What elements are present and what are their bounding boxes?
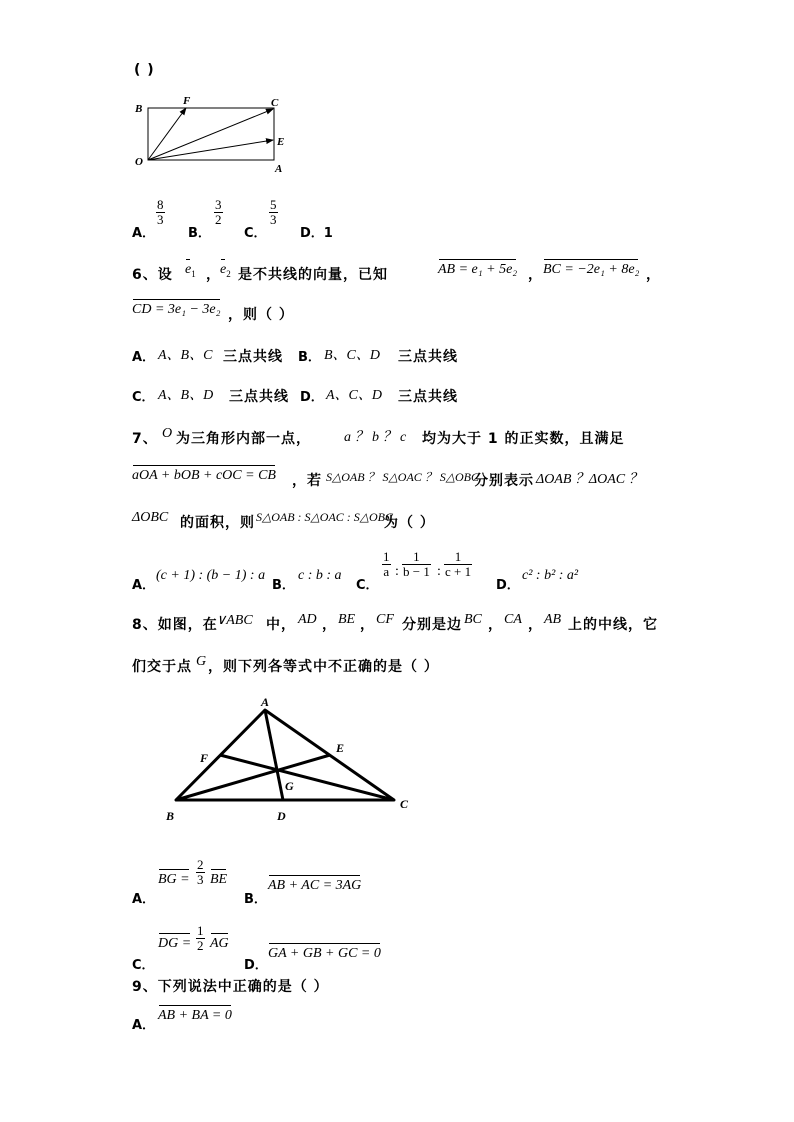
q5-option-d: D．1 — [300, 226, 333, 241]
q6-then: ，则（ ） — [228, 307, 294, 323]
q6-option-b-text: 三点共线 — [398, 349, 458, 365]
q8-text2: 分别是边 — [402, 617, 462, 633]
q7-option-b-label: B． — [272, 578, 295, 593]
q7-triangle-obc: ΔOBC — [132, 510, 169, 525]
figure-triangle-medians — [160, 696, 420, 828]
q6-vector-bc: BC = −2e₁ + 8e₂ — [543, 262, 640, 277]
q8-ca: CA — [504, 612, 522, 627]
median-ad — [265, 710, 283, 800]
q5-option-b-fraction: $\frac{3}{2}$ — [215, 197, 222, 227]
q6-options-ab — [132, 344, 532, 366]
q8-number: 8、如图，在 — [132, 617, 218, 633]
q8-option-c-right: AG — [210, 936, 229, 951]
q8-line1: 8、如图，在 ∨ABC 中， AD ， BE ， CF 分别是边 BC ， CA ， AB 上的中线，它 — [132, 612, 658, 633]
q7-number: 7、 — [132, 431, 158, 447]
blank-paren: ( ) — [134, 62, 155, 78]
q8-point-g: G — [196, 654, 207, 669]
q7-triangles: ΔOAB ？ΔOAC ？ — [536, 472, 643, 487]
q8-options-cd — [132, 923, 472, 973]
q5-option-c-label: C． — [244, 226, 267, 241]
q6-options-cd — [132, 384, 532, 406]
q6-option-a-points: A、B、C — [158, 348, 213, 363]
q6-line1: 6、设 $e_1$ ， $e_2$ 是不共线的向量，已知 AB = e₁ + 5e₂ ， BC = −2e₁ + 8e₂ ， — [132, 262, 661, 283]
q6-vector-ab: AB = e₁ + 5e₂ — [438, 262, 518, 277]
q7-text6: 为（ ） — [384, 515, 435, 531]
q7-option-c-label: C． — [356, 578, 379, 593]
q7-text2: 均为大于 1 的正实数，且满足 — [422, 431, 625, 447]
q8-text4: 们交于点 — [132, 659, 192, 675]
q8-option-d: GA + GB + GC = 0 — [268, 946, 381, 961]
q8-option-a-fraction: $\frac{2}{3}$ — [197, 857, 204, 887]
q6-option-d-points: A、C、D — [326, 388, 382, 403]
label-b: B — [135, 103, 143, 115]
q8-options-ab — [132, 857, 472, 907]
q7-option-c-frac3: $\frac{1}{c + 1}$ — [445, 549, 472, 579]
vector-oe — [148, 140, 273, 160]
q8-option-b: AB + AC = 3AG — [268, 878, 362, 893]
label-g: G — [285, 779, 294, 793]
q7-line1 — [132, 426, 672, 448]
label-o: O — [135, 156, 143, 168]
q7-options: A． (c + 1) : (b − 1) : a B． c : b : a C． $\frac{1}{a}$ : $\frac{1}{b - 1}$ : $\frac{1}{c + 1}$ D． c² : b² : a² — [132, 549, 579, 593]
q9-question: 9、下列说法中正确的是（ ） — [132, 979, 329, 995]
q8-option-a-left: BG = — [158, 872, 190, 887]
q8-option-d-label: D． — [244, 958, 268, 973]
label-e: E — [336, 741, 345, 755]
label-c: C — [400, 797, 409, 811]
q7-option-c-frac1: $\frac{1}{a}$ — [383, 549, 390, 579]
q8-ad: AD — [298, 612, 317, 627]
q8-text3: 上的中线，它 — [568, 617, 658, 633]
q5-option-a-fraction: $\frac{8}{3}$ — [157, 197, 164, 227]
q6-number: 6、设 — [132, 267, 173, 283]
q7-option-c-frac2: $\frac{1}{b - 1}$ — [403, 549, 430, 579]
q8-option-c-label: C． — [132, 958, 155, 973]
q8-option-a-right: BE — [210, 872, 228, 887]
q6-line2 — [132, 302, 432, 324]
q7-option-a-label: A． — [132, 578, 156, 593]
q6-option-a-text: 三点共线 — [223, 349, 283, 365]
q8-text5: ，则下列各等式中不正确的是（ ） — [208, 659, 439, 675]
q7-text1: 为三角形内部一点， — [176, 431, 311, 447]
label-d: D — [277, 809, 286, 823]
q6-option-c-label: C． — [132, 390, 155, 405]
q7-text3: ，若 — [292, 473, 322, 489]
q8-option-b-label: B． — [244, 892, 267, 907]
q5-option-c-fraction: $\frac{5}{3}$ — [270, 197, 277, 227]
q6-vector-cd: CD = 3e₁ − 3e₂ — [132, 302, 221, 317]
label-b: B — [166, 809, 175, 823]
q6-option-c-text: 三点共线 — [229, 389, 289, 405]
label-a: A — [261, 696, 270, 709]
q7-text4: 分别表示 — [474, 473, 534, 489]
q6-option-b-label: B． — [298, 350, 321, 365]
q8-ab: AB — [544, 612, 562, 627]
q8-be: BE — [338, 612, 356, 627]
q7-option-d-label: D． — [496, 578, 520, 593]
q5-option-b-label: B． — [188, 226, 211, 241]
figure-rectangle-vectors — [130, 92, 300, 176]
q9-option-a-label: A． — [132, 1018, 156, 1033]
q7-line3 — [132, 510, 532, 532]
q7-ratio: S△OAB : S△OAC : S△OBC — [256, 510, 394, 524]
q9-option-a-row — [132, 1006, 332, 1033]
q8-triangle: ∨ABC — [216, 613, 253, 628]
q5-option-a-label: A． — [132, 226, 156, 241]
q8-line2 — [132, 654, 532, 676]
q7-line2 — [132, 468, 672, 490]
q6-option-a-label: A． — [132, 350, 156, 365]
q7-option-d: c² : b² : a² — [522, 568, 579, 583]
q7-text5: 的面积，则 — [180, 515, 255, 531]
label-a: A — [275, 163, 283, 175]
q8-option-c-left: DG = — [158, 936, 192, 951]
q8-bc: BC — [464, 612, 482, 627]
q6-option-d-text: 三点共线 — [398, 389, 458, 405]
label-c: C — [271, 97, 279, 109]
q6-option-b-points: B、C、D — [324, 348, 380, 363]
label-f: F — [183, 95, 191, 107]
q6-option-d-label: D． — [300, 390, 324, 405]
q8-cf: CF — [376, 612, 394, 627]
q9-option-a: AB + BA = 0 — [158, 1008, 232, 1023]
q6-text: 是不共线的向量，已知 — [238, 267, 388, 283]
q6-vector-e2: $e_2$ — [220, 262, 231, 279]
q7-equation: aOA + bOB + cOC = CB — [132, 468, 276, 483]
q8-option-a-label: A． — [132, 892, 156, 907]
label-f: F — [200, 751, 209, 765]
q7-abc: a ？ b ？ c — [344, 430, 407, 445]
q6-option-c-points: A、B、D — [158, 388, 214, 403]
q8-option-c-fraction: $\frac{1}{2}$ — [197, 923, 204, 953]
q7-point-o: O — [162, 426, 173, 441]
q6-vector-e1: $e_1$ — [185, 262, 196, 279]
q7-areas: S△OAB ？ S△OAC ？ S△OBC — [326, 470, 480, 484]
q7-option-b: c : b : a — [298, 568, 342, 583]
q7-option-a: (c + 1) : (b − 1) : a — [156, 568, 266, 583]
q8-text1: 中， — [266, 617, 296, 633]
label-e: E — [277, 136, 285, 148]
